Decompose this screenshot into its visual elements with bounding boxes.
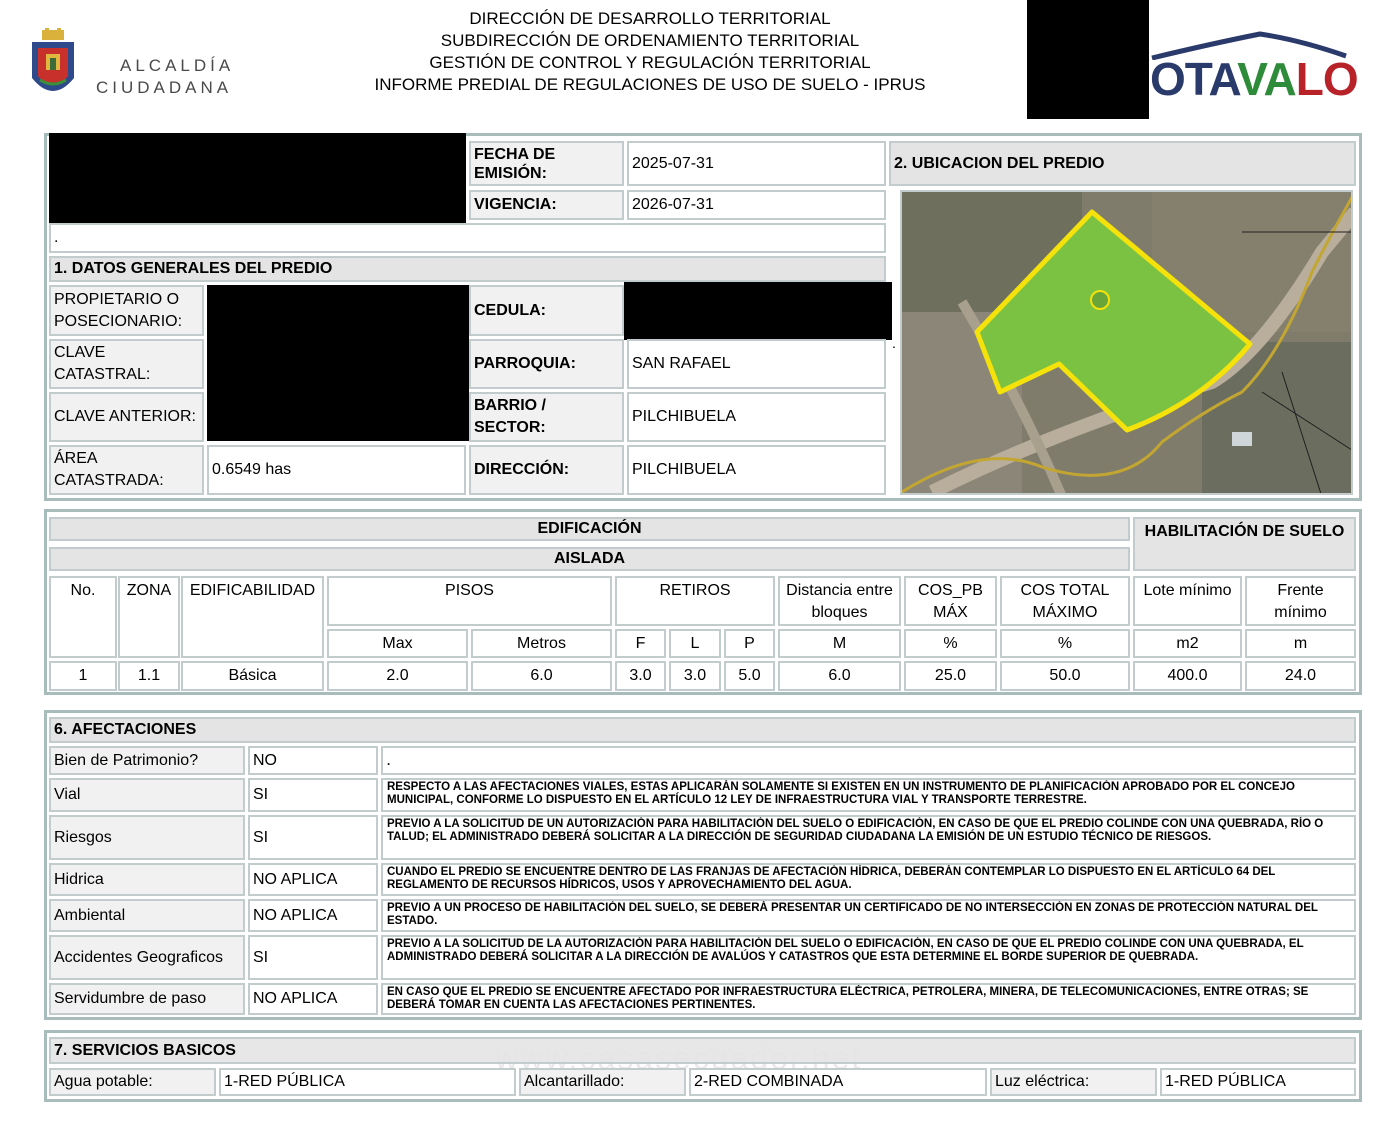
row-edificabilidad: Básica: [181, 661, 324, 691]
clave-catastral-label: CLAVE CATASTRAL:: [49, 339, 204, 389]
col-lote-minimo: Lote mínimo: [1133, 576, 1242, 626]
redacted-block: [49, 133, 466, 225]
col-cos-total: COS TOTAL MÁXIMO: [1000, 576, 1130, 626]
afectacion-label: Servidumbre de paso: [49, 983, 245, 1015]
sub-percent-pb: %: [904, 629, 997, 658]
sub-p: P: [724, 629, 775, 658]
col-retiros: RETIROS: [615, 576, 775, 626]
redacted-block: [207, 285, 469, 441]
col-frente-minimo: Frente mínimo: [1245, 576, 1356, 626]
direccion-value: PILCHIBUELA: [627, 445, 886, 495]
luz-label: Luz eléctrica:: [990, 1068, 1157, 1096]
afectacion-note: CUANDO EL PREDIO SE ENCUENTRE DENTRO DE LAS FRANJAS DE AFECTACIÓN HÍDRICA, DEBERÁN CONTEMPLAR LO DISPUESTO EN EL ARTÍCULO 64 DEL REGLAMENTO DE RECURSOS HÍDRICOS, USOS Y APROVECHAMIENTO DEL AGUA.: [381, 863, 1356, 896]
afectacion-label: Vial: [49, 778, 245, 812]
luz-value: 1-RED PÚBLICA: [1160, 1068, 1356, 1096]
sub-max: Max: [327, 629, 468, 658]
col-zona: ZONA: [118, 576, 180, 658]
row-frente: 24.0: [1245, 661, 1356, 691]
parroquia-label: PARROQUIA:: [469, 339, 624, 389]
page-header: [0, 0, 1379, 130]
barrio-label: BARRIO / SECTOR:: [469, 392, 624, 442]
map-side-dot: .: [892, 335, 896, 351]
servicios-title: 7. SERVICIOS BASICOS: [49, 1037, 1356, 1064]
alcantarillado-value: 2-RED COMBINADA: [689, 1068, 987, 1096]
row-cos-total: 50.0: [1000, 661, 1130, 691]
section-1-title: 1. DATOS GENERALES DEL PREDIO: [49, 256, 886, 282]
section-2-title: 2. UBICACION DEL PREDIO: [889, 141, 1356, 186]
col-edificabilidad: EDIFICABILIDAD: [181, 576, 324, 658]
sub-l: L: [669, 629, 721, 658]
afectaciones-title: 6. AFECTACIONES: [49, 717, 1356, 743]
alcantarillado-label: Alcantarillado:: [519, 1068, 686, 1096]
brand-part: VA: [1237, 53, 1296, 105]
afectacion-value: NO APLICA: [248, 983, 378, 1015]
row-cos-pb: 25.0: [904, 661, 997, 691]
afectacion-value: SI: [248, 815, 378, 860]
sub-metros: Metros: [471, 629, 612, 658]
brand-part: LO: [1295, 53, 1358, 105]
habilitacion-title: HABILITACIÓN DE SUELO: [1133, 517, 1356, 571]
propietario-label: PROPIETARIO O POSECIONARIO:: [49, 285, 204, 336]
row-p: 5.0: [724, 661, 775, 691]
direccion-label: DIRECCIÓN:: [469, 445, 624, 495]
clave-anterior-label: CLAVE ANTERIOR:: [49, 392, 204, 442]
sub-percent-total: %: [1000, 629, 1130, 658]
row-no: 1: [49, 661, 117, 691]
municipal-crest-icon: [28, 28, 78, 106]
agua-value: 1-RED PÚBLICA: [219, 1068, 516, 1096]
vigencia-label: VIGENCIA:: [469, 190, 624, 220]
col-cos-pb: COS_PB MÁX: [904, 576, 997, 626]
row-max: 2.0: [327, 661, 468, 691]
row-l: 3.0: [669, 661, 721, 691]
fecha-emision-label: FECHA DE EMISIÓN:: [469, 141, 624, 186]
afectacion-label: Riesgos: [49, 815, 245, 860]
afectacion-label: Accidentes Geograficos: [49, 935, 245, 980]
col-pisos: PISOS: [327, 576, 612, 626]
title-line: DIRECCIÓN DE DESARROLLO TERRITORIAL: [469, 9, 831, 28]
blank-row: .: [49, 223, 886, 253]
brand-part: OTA: [1150, 53, 1238, 105]
afectacion-value: SI: [248, 778, 378, 812]
document-titles: [340, 8, 960, 96]
title-line: SUBDIRECCIÓN DE ORDENAMIENTO TERRITORIAL: [440, 31, 860, 50]
row-metros: 6.0: [471, 661, 612, 691]
sub-m: M: [778, 629, 901, 658]
title-line: INFORME PREDIAL DE REGULACIONES DE USO DE SUELO - IPRUS: [374, 75, 926, 94]
logo-text-line1: ALCALDÍA: [120, 56, 235, 75]
afectacion-label: Bien de Patrimonio?: [49, 746, 245, 775]
logo-text-line2: CIUDADANA: [96, 78, 233, 97]
barrio-value: PILCHIBUELA: [627, 392, 886, 442]
afectacion-value: NO: [248, 746, 378, 775]
row-zona: 1.1: [118, 661, 180, 691]
row-distancia: 6.0: [778, 661, 901, 691]
row-f: 3.0: [615, 661, 666, 691]
afectacion-note: RESPECTO A LAS AFECTACIONES VIALES, ESTAS APLICARÁN SOLAMENTE SI EXISTEN EN UN INSTRUMENTO DE PLANIFICACIÓN APROBADO POR EL CONCEJO MUNICIPAL, CONFORME LO DISPUESTO EN EL ARTÍCULO 12 LEY DE INFRAESTRUCTURA VIAL Y TRANSPORTE TERRESTRE.: [381, 778, 1356, 812]
afectacion-value: NO APLICA: [248, 863, 378, 896]
afectacion-note: PREVIO A LA SOLICITUD DE LA AUTORIZACIÓN PARA HABILITACIÓN DEL SUELO O EDIFICACIÓN, EN CASO DE QUE EL PREDIO COLINDE CON UNA QUEBRADA, EL ADMINISTRADO DEBERÁ SOLICITAR A LA DIRECCIÓN DE AVALÚOS Y CATASTROS QUE ESTA DETERMINE EL BORDE SUPERIOR DE QUEBRADA.: [381, 935, 1356, 980]
col-no: No.: [49, 576, 117, 658]
afectacion-label: Hidrica: [49, 863, 245, 896]
location-map[interactable]: [900, 190, 1353, 495]
map-image: [902, 192, 1353, 495]
title-line: GESTIÓN DE CONTROL Y REGULACIÓN TERRITORIAL: [429, 53, 871, 72]
afectacion-value: NO APLICA: [248, 899, 378, 932]
agua-label: Agua potable:: [49, 1068, 216, 1096]
sub-m2: m2: [1133, 629, 1242, 658]
afectacion-label: Ambiental: [49, 899, 245, 932]
vigencia-value: 2026-07-31: [627, 190, 886, 220]
afectacion-note: EN CASO QUE EL PREDIO SE ENCUENTRE AFECTADO POR INFRAESTRUCTURA ELÉCTRICA, PETROLERA, MINERA, DE TELECOMUNICACIONES, ENTRE OTRAS; SE DEBERÁ TOMAR EN CUENTA LAS AFECTACIONES PERTINENTES.: [381, 983, 1356, 1015]
parroquia-value: SAN RAFAEL: [627, 339, 886, 389]
afectacion-note: .: [381, 746, 1356, 775]
afectacion-note: PREVIO A LA SOLICITUD DE UN AUTORIZACIÓN PARA HABILITACIÓN DEL SUELO O EDIFICACIÓN, EN CASO DE QUE EL PREDIO COLINDE CON UNA QUEBRADA, RÍO O TALUD; EL ADMINISTRADO DEBERÁ SOLICITAR A LA DIRECCIÓN DE SEGURIDAD CIUDADANA LA EMISIÓN DE UN ESTUDIO TÉCNICO DE RIESGOS.: [381, 815, 1356, 860]
afectacion-note: PREVIO A UN PROCESO DE HABILITACIÓN DEL SUELO, SE DEBERÁ PRESENTAR UN CERTIFICADO DE NO INTERSECCIÓN EN ZONAS DE PROTECCIÓN NATURAL DEL ESTADO.: [381, 899, 1356, 932]
cedula-label: CEDULA:: [469, 285, 624, 336]
col-distancia: Distancia entre bloques: [778, 576, 901, 626]
sub-m-frente: m: [1245, 629, 1356, 658]
edificacion-title: EDIFICACIÓN: [49, 517, 1130, 541]
fecha-emision-value: 2025-07-31: [627, 141, 886, 186]
otavalo-logo: [1150, 24, 1358, 105]
row-lote: 400.0: [1133, 661, 1242, 691]
area-label: ÁREA CATASTRADA:: [49, 445, 204, 495]
sub-f: F: [615, 629, 666, 658]
area-value: 0.6549 has: [207, 445, 466, 495]
redacted-block: [1027, 0, 1149, 119]
redacted-block: [624, 282, 892, 340]
afectacion-value: SI: [248, 935, 378, 980]
aislada-subtitle: AISLADA: [49, 547, 1130, 571]
